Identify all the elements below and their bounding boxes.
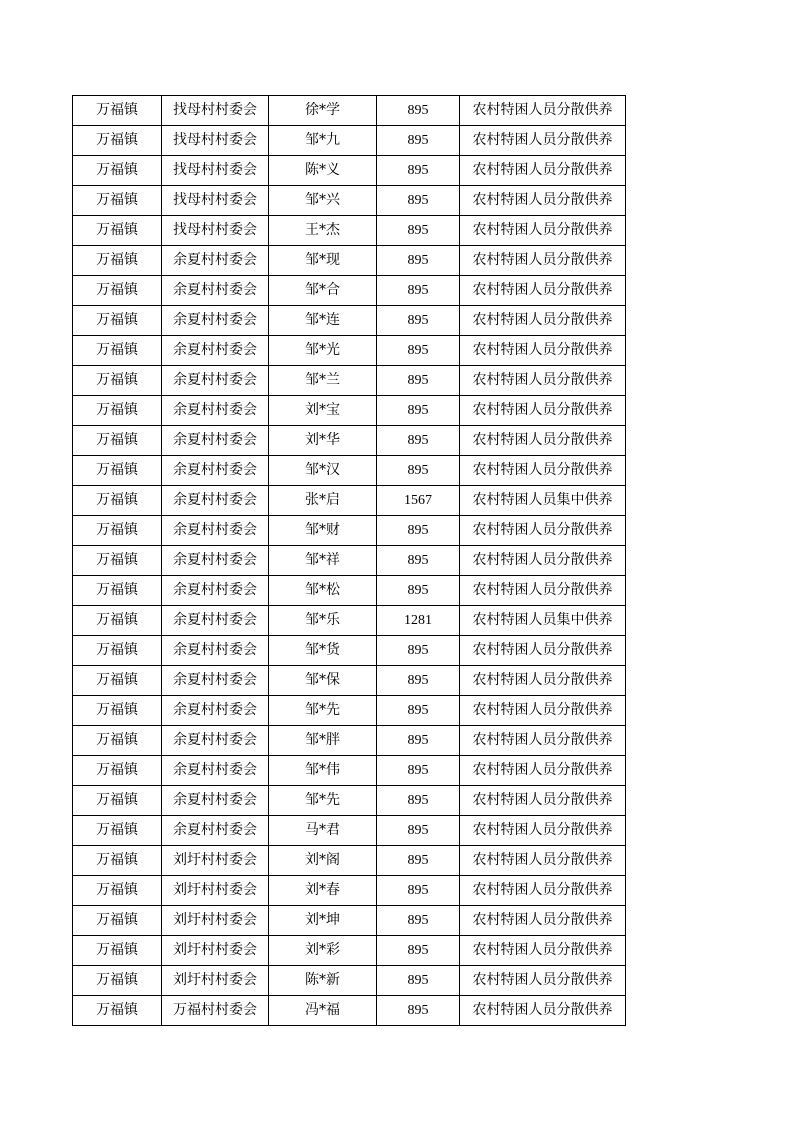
town-cell: 万福镇 bbox=[73, 546, 162, 576]
recipient-name-cell: 马*君 bbox=[269, 816, 377, 846]
village-cell: 刘圩村村委会 bbox=[162, 876, 269, 906]
village-cell: 刘圩村村委会 bbox=[162, 906, 269, 936]
town-cell: 万福镇 bbox=[73, 366, 162, 396]
amount-cell: 895 bbox=[377, 546, 460, 576]
amount-cell: 895 bbox=[377, 846, 460, 876]
support-type-cell: 农村特困人员分散供养 bbox=[460, 816, 626, 846]
recipient-name-cell: 邹*现 bbox=[269, 246, 377, 276]
recipient-name-cell: 徐*学 bbox=[269, 96, 377, 126]
recipient-name-cell: 王*杰 bbox=[269, 216, 377, 246]
town-cell: 万福镇 bbox=[73, 156, 162, 186]
table-body bbox=[73, 96, 626, 1026]
recipient-name-cell: 邹*先 bbox=[269, 786, 377, 816]
support-type-cell: 农村特困人员分散供养 bbox=[460, 576, 626, 606]
village-cell: 余夏村村委会 bbox=[162, 546, 269, 576]
village-cell: 余夏村村委会 bbox=[162, 726, 269, 756]
village-cell: 余夏村村委会 bbox=[162, 246, 269, 276]
recipient-name-cell: 刘*宝 bbox=[269, 396, 377, 426]
village-cell: 余夏村村委会 bbox=[162, 696, 269, 726]
village-cell: 余夏村村委会 bbox=[162, 576, 269, 606]
table-row bbox=[73, 696, 626, 726]
village-cell: 余夏村村委会 bbox=[162, 276, 269, 306]
amount-cell: 895 bbox=[377, 186, 460, 216]
village-cell: 找母村村委会 bbox=[162, 126, 269, 156]
amount-cell: 895 bbox=[377, 246, 460, 276]
amount-cell: 895 bbox=[377, 396, 460, 426]
town-cell: 万福镇 bbox=[73, 786, 162, 816]
town-cell: 万福镇 bbox=[73, 816, 162, 846]
village-cell: 余夏村村委会 bbox=[162, 816, 269, 846]
amount-cell: 895 bbox=[377, 726, 460, 756]
support-type-cell: 农村特困人员分散供养 bbox=[460, 936, 626, 966]
amount-cell: 1281 bbox=[377, 606, 460, 636]
support-type-cell: 农村特困人员分散供养 bbox=[460, 906, 626, 936]
amount-cell: 895 bbox=[377, 336, 460, 366]
amount-cell: 895 bbox=[377, 906, 460, 936]
village-cell: 刘圩村村委会 bbox=[162, 846, 269, 876]
town-cell: 万福镇 bbox=[73, 186, 162, 216]
table-row bbox=[73, 846, 626, 876]
table-row bbox=[73, 246, 626, 276]
recipient-name-cell: 陈*义 bbox=[269, 156, 377, 186]
village-cell: 余夏村村委会 bbox=[162, 336, 269, 366]
table-row bbox=[73, 216, 626, 246]
town-cell: 万福镇 bbox=[73, 906, 162, 936]
recipient-name-cell: 冯*福 bbox=[269, 996, 377, 1026]
town-cell: 万福镇 bbox=[73, 576, 162, 606]
support-type-cell: 农村特困人员分散供养 bbox=[460, 696, 626, 726]
village-cell: 余夏村村委会 bbox=[162, 516, 269, 546]
support-type-cell: 农村特困人员分散供养 bbox=[460, 336, 626, 366]
support-type-cell: 农村特困人员分散供养 bbox=[460, 726, 626, 756]
table-row bbox=[73, 516, 626, 546]
recipient-name-cell: 邹*祥 bbox=[269, 546, 377, 576]
support-type-cell: 农村特困人员分散供养 bbox=[460, 186, 626, 216]
support-type-cell: 农村特困人员分散供养 bbox=[460, 756, 626, 786]
amount-cell: 895 bbox=[377, 306, 460, 336]
town-cell: 万福镇 bbox=[73, 996, 162, 1026]
recipient-name-cell: 邹*兴 bbox=[269, 186, 377, 216]
recipient-name-cell: 邹*光 bbox=[269, 336, 377, 366]
amount-cell: 895 bbox=[377, 456, 460, 486]
support-type-cell: 农村特困人员分散供养 bbox=[460, 96, 626, 126]
table-row bbox=[73, 816, 626, 846]
village-cell: 余夏村村委会 bbox=[162, 486, 269, 516]
table-row bbox=[73, 126, 626, 156]
recipient-name-cell: 邹*连 bbox=[269, 306, 377, 336]
table-row bbox=[73, 96, 626, 126]
amount-cell: 895 bbox=[377, 576, 460, 606]
table-row bbox=[73, 666, 626, 696]
village-cell: 余夏村村委会 bbox=[162, 756, 269, 786]
amount-cell: 895 bbox=[377, 696, 460, 726]
recipient-name-cell: 刘*春 bbox=[269, 876, 377, 906]
village-cell: 余夏村村委会 bbox=[162, 456, 269, 486]
support-type-cell: 农村特困人员集中供养 bbox=[460, 486, 626, 516]
amount-cell: 895 bbox=[377, 126, 460, 156]
table-row bbox=[73, 306, 626, 336]
table-row bbox=[73, 936, 626, 966]
amount-cell: 895 bbox=[377, 936, 460, 966]
recipient-name-cell: 邹*乐 bbox=[269, 606, 377, 636]
town-cell: 万福镇 bbox=[73, 756, 162, 786]
table-row bbox=[73, 366, 626, 396]
recipient-name-cell: 邹*货 bbox=[269, 636, 377, 666]
amount-cell: 895 bbox=[377, 366, 460, 396]
table-row bbox=[73, 966, 626, 996]
support-type-cell: 农村特困人员分散供养 bbox=[460, 276, 626, 306]
recipient-name-cell: 邹*伟 bbox=[269, 756, 377, 786]
support-type-cell: 农村特困人员分散供养 bbox=[460, 666, 626, 696]
recipient-name-cell: 刘*华 bbox=[269, 426, 377, 456]
town-cell: 万福镇 bbox=[73, 276, 162, 306]
support-type-cell: 农村特困人员分散供养 bbox=[460, 876, 626, 906]
amount-cell: 1567 bbox=[377, 486, 460, 516]
table-row bbox=[73, 156, 626, 186]
recipient-name-cell: 邹*胖 bbox=[269, 726, 377, 756]
town-cell: 万福镇 bbox=[73, 216, 162, 246]
town-cell: 万福镇 bbox=[73, 726, 162, 756]
table-row bbox=[73, 606, 626, 636]
village-cell: 余夏村村委会 bbox=[162, 786, 269, 816]
amount-cell: 895 bbox=[377, 966, 460, 996]
town-cell: 万福镇 bbox=[73, 966, 162, 996]
support-type-cell: 农村特困人员分散供养 bbox=[460, 426, 626, 456]
recipient-name-cell: 邹*九 bbox=[269, 126, 377, 156]
table-row bbox=[73, 726, 626, 756]
table-row bbox=[73, 486, 626, 516]
recipient-name-cell: 刘*彩 bbox=[269, 936, 377, 966]
village-cell: 找母村村委会 bbox=[162, 96, 269, 126]
support-type-cell: 农村特困人员分散供养 bbox=[460, 126, 626, 156]
village-cell: 找母村村委会 bbox=[162, 156, 269, 186]
amount-cell: 895 bbox=[377, 636, 460, 666]
town-cell: 万福镇 bbox=[73, 426, 162, 456]
recipient-name-cell: 邹*汉 bbox=[269, 456, 377, 486]
village-cell: 找母村村委会 bbox=[162, 216, 269, 246]
recipient-name-cell: 邹*先 bbox=[269, 696, 377, 726]
support-type-cell: 农村特困人员分散供养 bbox=[460, 966, 626, 996]
village-cell: 余夏村村委会 bbox=[162, 396, 269, 426]
village-cell: 刘圩村村委会 bbox=[162, 936, 269, 966]
table-row bbox=[73, 426, 626, 456]
recipient-name-cell: 陈*新 bbox=[269, 966, 377, 996]
support-type-cell: 农村特困人员分散供养 bbox=[460, 516, 626, 546]
support-type-cell: 农村特困人员分散供养 bbox=[460, 456, 626, 486]
amount-cell: 895 bbox=[377, 666, 460, 696]
town-cell: 万福镇 bbox=[73, 396, 162, 426]
amount-cell: 895 bbox=[377, 426, 460, 456]
town-cell: 万福镇 bbox=[73, 126, 162, 156]
support-type-cell: 农村特困人员分散供养 bbox=[460, 366, 626, 396]
support-type-cell: 农村特困人员分散供养 bbox=[460, 216, 626, 246]
town-cell: 万福镇 bbox=[73, 846, 162, 876]
town-cell: 万福镇 bbox=[73, 306, 162, 336]
table-row bbox=[73, 186, 626, 216]
town-cell: 万福镇 bbox=[73, 636, 162, 666]
amount-cell: 895 bbox=[377, 276, 460, 306]
recipient-name-cell: 刘*阁 bbox=[269, 846, 377, 876]
support-type-cell: 农村特困人员分散供养 bbox=[460, 636, 626, 666]
town-cell: 万福镇 bbox=[73, 606, 162, 636]
recipient-name-cell: 邹*兰 bbox=[269, 366, 377, 396]
town-cell: 万福镇 bbox=[73, 516, 162, 546]
table-row bbox=[73, 996, 626, 1026]
town-cell: 万福镇 bbox=[73, 666, 162, 696]
village-cell: 余夏村村委会 bbox=[162, 426, 269, 456]
town-cell: 万福镇 bbox=[73, 456, 162, 486]
relief-recipient-table bbox=[72, 95, 626, 1026]
support-type-cell: 农村特困人员分散供养 bbox=[460, 306, 626, 336]
table-row bbox=[73, 786, 626, 816]
table-row bbox=[73, 456, 626, 486]
town-cell: 万福镇 bbox=[73, 336, 162, 366]
table-row bbox=[73, 396, 626, 426]
table-row bbox=[73, 636, 626, 666]
village-cell: 余夏村村委会 bbox=[162, 636, 269, 666]
amount-cell: 895 bbox=[377, 816, 460, 846]
amount-cell: 895 bbox=[377, 216, 460, 246]
amount-cell: 895 bbox=[377, 786, 460, 816]
recipient-name-cell: 邹*合 bbox=[269, 276, 377, 306]
recipient-name-cell: 邹*保 bbox=[269, 666, 377, 696]
support-type-cell: 农村特困人员分散供养 bbox=[460, 546, 626, 576]
table-row bbox=[73, 876, 626, 906]
amount-cell: 895 bbox=[377, 516, 460, 546]
recipient-name-cell: 邹*财 bbox=[269, 516, 377, 546]
village-cell: 万福村村委会 bbox=[162, 996, 269, 1026]
amount-cell: 895 bbox=[377, 876, 460, 906]
support-type-cell: 农村特困人员集中供养 bbox=[460, 606, 626, 636]
amount-cell: 895 bbox=[377, 156, 460, 186]
village-cell: 余夏村村委会 bbox=[162, 666, 269, 696]
support-type-cell: 农村特困人员分散供养 bbox=[460, 246, 626, 276]
support-type-cell: 农村特困人员分散供养 bbox=[460, 156, 626, 186]
town-cell: 万福镇 bbox=[73, 486, 162, 516]
recipient-name-cell: 张*启 bbox=[269, 486, 377, 516]
amount-cell: 895 bbox=[377, 756, 460, 786]
table-row bbox=[73, 576, 626, 606]
amount-cell: 895 bbox=[377, 996, 460, 1026]
support-type-cell: 农村特困人员分散供养 bbox=[460, 846, 626, 876]
village-cell: 余夏村村委会 bbox=[162, 606, 269, 636]
village-cell: 余夏村村委会 bbox=[162, 366, 269, 396]
village-cell: 余夏村村委会 bbox=[162, 306, 269, 336]
village-cell: 找母村村委会 bbox=[162, 186, 269, 216]
town-cell: 万福镇 bbox=[73, 936, 162, 966]
table-row bbox=[73, 336, 626, 366]
town-cell: 万福镇 bbox=[73, 696, 162, 726]
table-row bbox=[73, 756, 626, 786]
support-type-cell: 农村特困人员分散供养 bbox=[460, 786, 626, 816]
recipient-name-cell: 刘*坤 bbox=[269, 906, 377, 936]
support-type-cell: 农村特困人员分散供养 bbox=[460, 996, 626, 1026]
recipient-name-cell: 邹*松 bbox=[269, 576, 377, 606]
table-row bbox=[73, 906, 626, 936]
town-cell: 万福镇 bbox=[73, 96, 162, 126]
table-row bbox=[73, 546, 626, 576]
amount-cell: 895 bbox=[377, 96, 460, 126]
table-row bbox=[73, 276, 626, 306]
village-cell: 刘圩村村委会 bbox=[162, 966, 269, 996]
town-cell: 万福镇 bbox=[73, 246, 162, 276]
support-type-cell: 农村特困人员分散供养 bbox=[460, 396, 626, 426]
town-cell: 万福镇 bbox=[73, 876, 162, 906]
